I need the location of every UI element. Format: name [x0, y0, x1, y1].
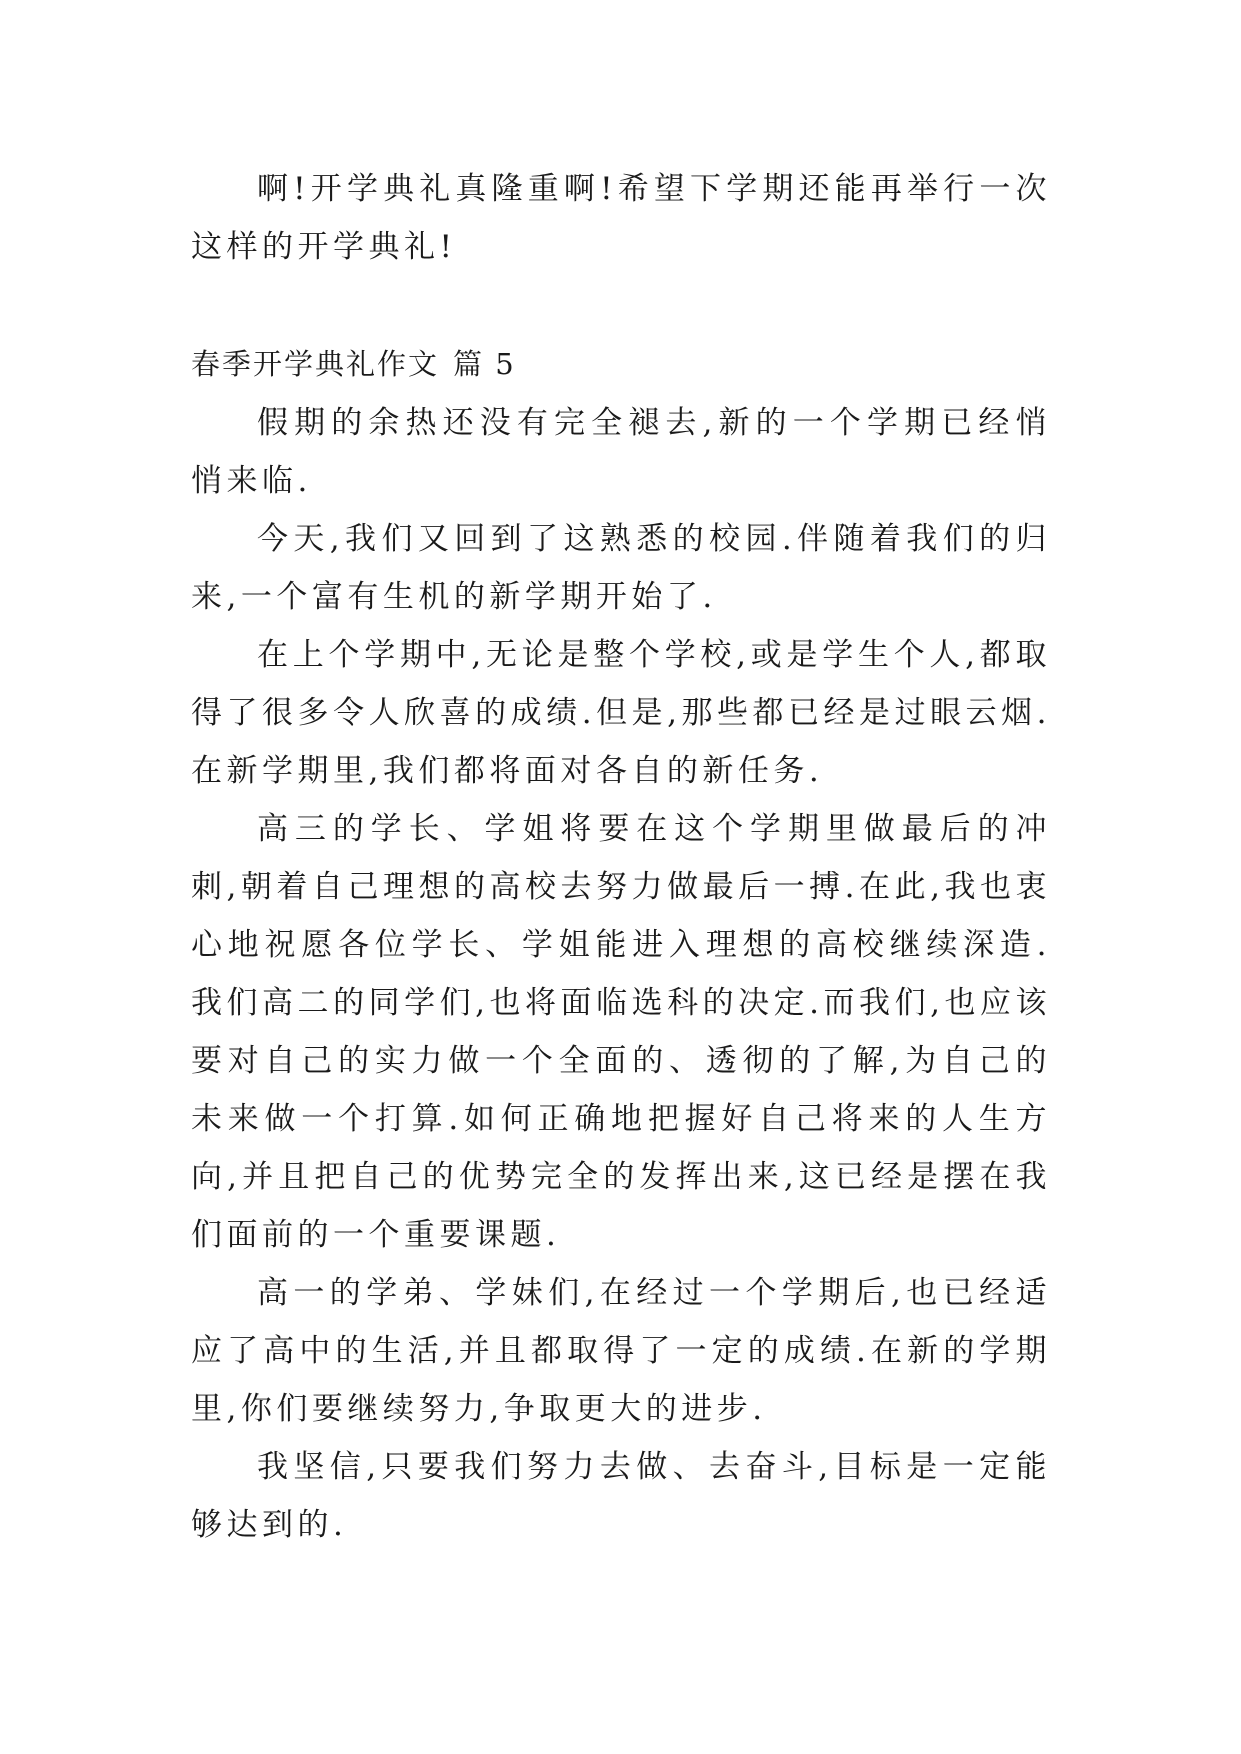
section-title: 春季开学典礼作文	[191, 347, 440, 381]
section-body	[191, 394, 1051, 1554]
body-paragraph-1: 假期的余热还没有完全褪去,新的一个学期已经悄悄来临.	[191, 405, 1051, 499]
intro-paragraph: 啊!开学典礼真隆重啊!希望下学期还能再举行一次这样的开学典礼!	[191, 171, 1051, 265]
section-heading	[191, 334, 1051, 394]
document-content	[191, 160, 1051, 1554]
body-paragraph-3: 在上个学期中,无论是整个学校,或是学生个人,都取得了很多令人欣喜的成绩.但是,那些都已经是过眼云烟.在新学期里,我们都将面对各自的新任务.	[191, 637, 1051, 789]
body-paragraph-5: 高一的学弟、学妹们,在经过一个学期后,也已经适应了高中的生活,并且都取得了一定的成绩.在新的学期里,你们要继续努力,争取更大的进步.	[191, 1275, 1051, 1427]
section-number: 篇 5	[453, 347, 516, 381]
body-paragraph-6: 我坚信,只要我们努力去做、去奋斗,目标是一定能够达到的.	[191, 1449, 1051, 1543]
body-paragraph-4: 高三的学长、学姐将要在这个学期里做最后的冲刺,朝着自己理想的高校去努力做最后一搏.在此,我也衷心地祝愿各位学长、学姐能进入理想的高校继续深造.我们高二的同学们,也将面临选科的决定.而我们,也应该要对自己的实力做一个全面的、透彻的了解,为自己的未来做一个打算.如何正确地把握好自己将来的人生方向,并且把自己的优势完全的发挥出来,这已经是摆在我们面前的一个重要课题.	[191, 811, 1051, 1253]
body-paragraph-2: 今天,我们又回到了这熟悉的校园.伴随着我们的归来,一个富有生机的新学期开始了.	[191, 521, 1051, 615]
